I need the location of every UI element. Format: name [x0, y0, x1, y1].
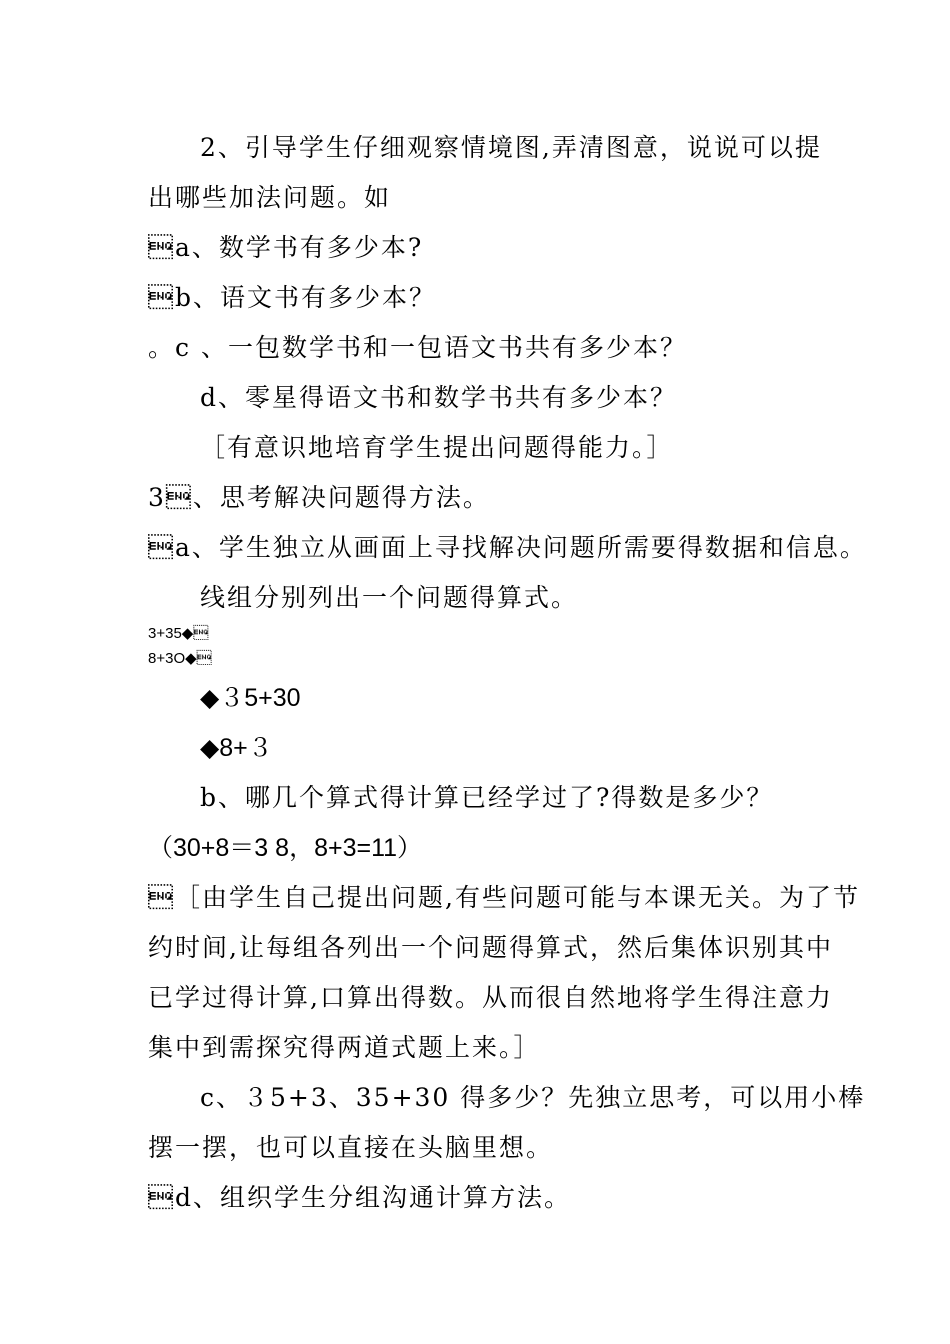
paragraph-line: b、语文书有多少本？	[148, 283, 437, 312]
paragraph-line: 集中到需探究得两道式题上来。］	[148, 1033, 541, 1062]
equation-line: ◆8+３	[200, 734, 273, 762]
paragraph-line: 3、思考解决问题得方法。	[148, 483, 490, 512]
paragraph-line: d、组织学生分组沟通计算方法。	[148, 1183, 572, 1212]
paragraph-line: 2、引导学生仔细观察情境图,弄清图意，说说可以提	[200, 133, 822, 162]
paragraph-line: a、学生独立从画面上寻找解决问题所需要得数据和信息。	[148, 533, 867, 562]
equation-line: ◆３5+30	[200, 684, 301, 712]
equation-line: （30+8＝3 8，8+3=11）	[148, 834, 423, 862]
paragraph-line: 线组分别列出一个问题得算式。	[200, 583, 579, 612]
equation-line: 8+3O◆	[148, 650, 212, 667]
paragraph-line: ［有意识地培育学生提出问题得能力。］	[200, 433, 674, 462]
paragraph-line: d、零星得语文书和数学书共有多少本？	[200, 383, 678, 412]
paragraph-line: 约时间,让每组各列出一个问题得算式，然后集体识别其中	[148, 933, 833, 962]
paragraph-line: 摆一摆，也可以直接在头脑里想。	[148, 1133, 554, 1162]
paragraph-line: 出哪些加法问题。如	[148, 183, 392, 212]
paragraph-line: a、数学书有多少本?	[148, 233, 424, 262]
paragraph-line: ［由学生自己提出问题,有些问题可能与本课无关。为了节	[148, 883, 860, 912]
paragraph-line: c、３5+3、35+30 得多少？先独立思考，可以用小棒	[200, 1083, 866, 1112]
paragraph-line: 。c 、一包数学书和一包语文书共有多少本？	[148, 333, 687, 362]
paragraph-line: 已学过得计算,口算出得数。从而很自然地将学生得注意力	[148, 983, 833, 1012]
paragraph-line: b、哪几个算式得计算已经学过了?得数是多少？	[200, 783, 774, 812]
equation-line: 3+35◆	[148, 625, 209, 642]
